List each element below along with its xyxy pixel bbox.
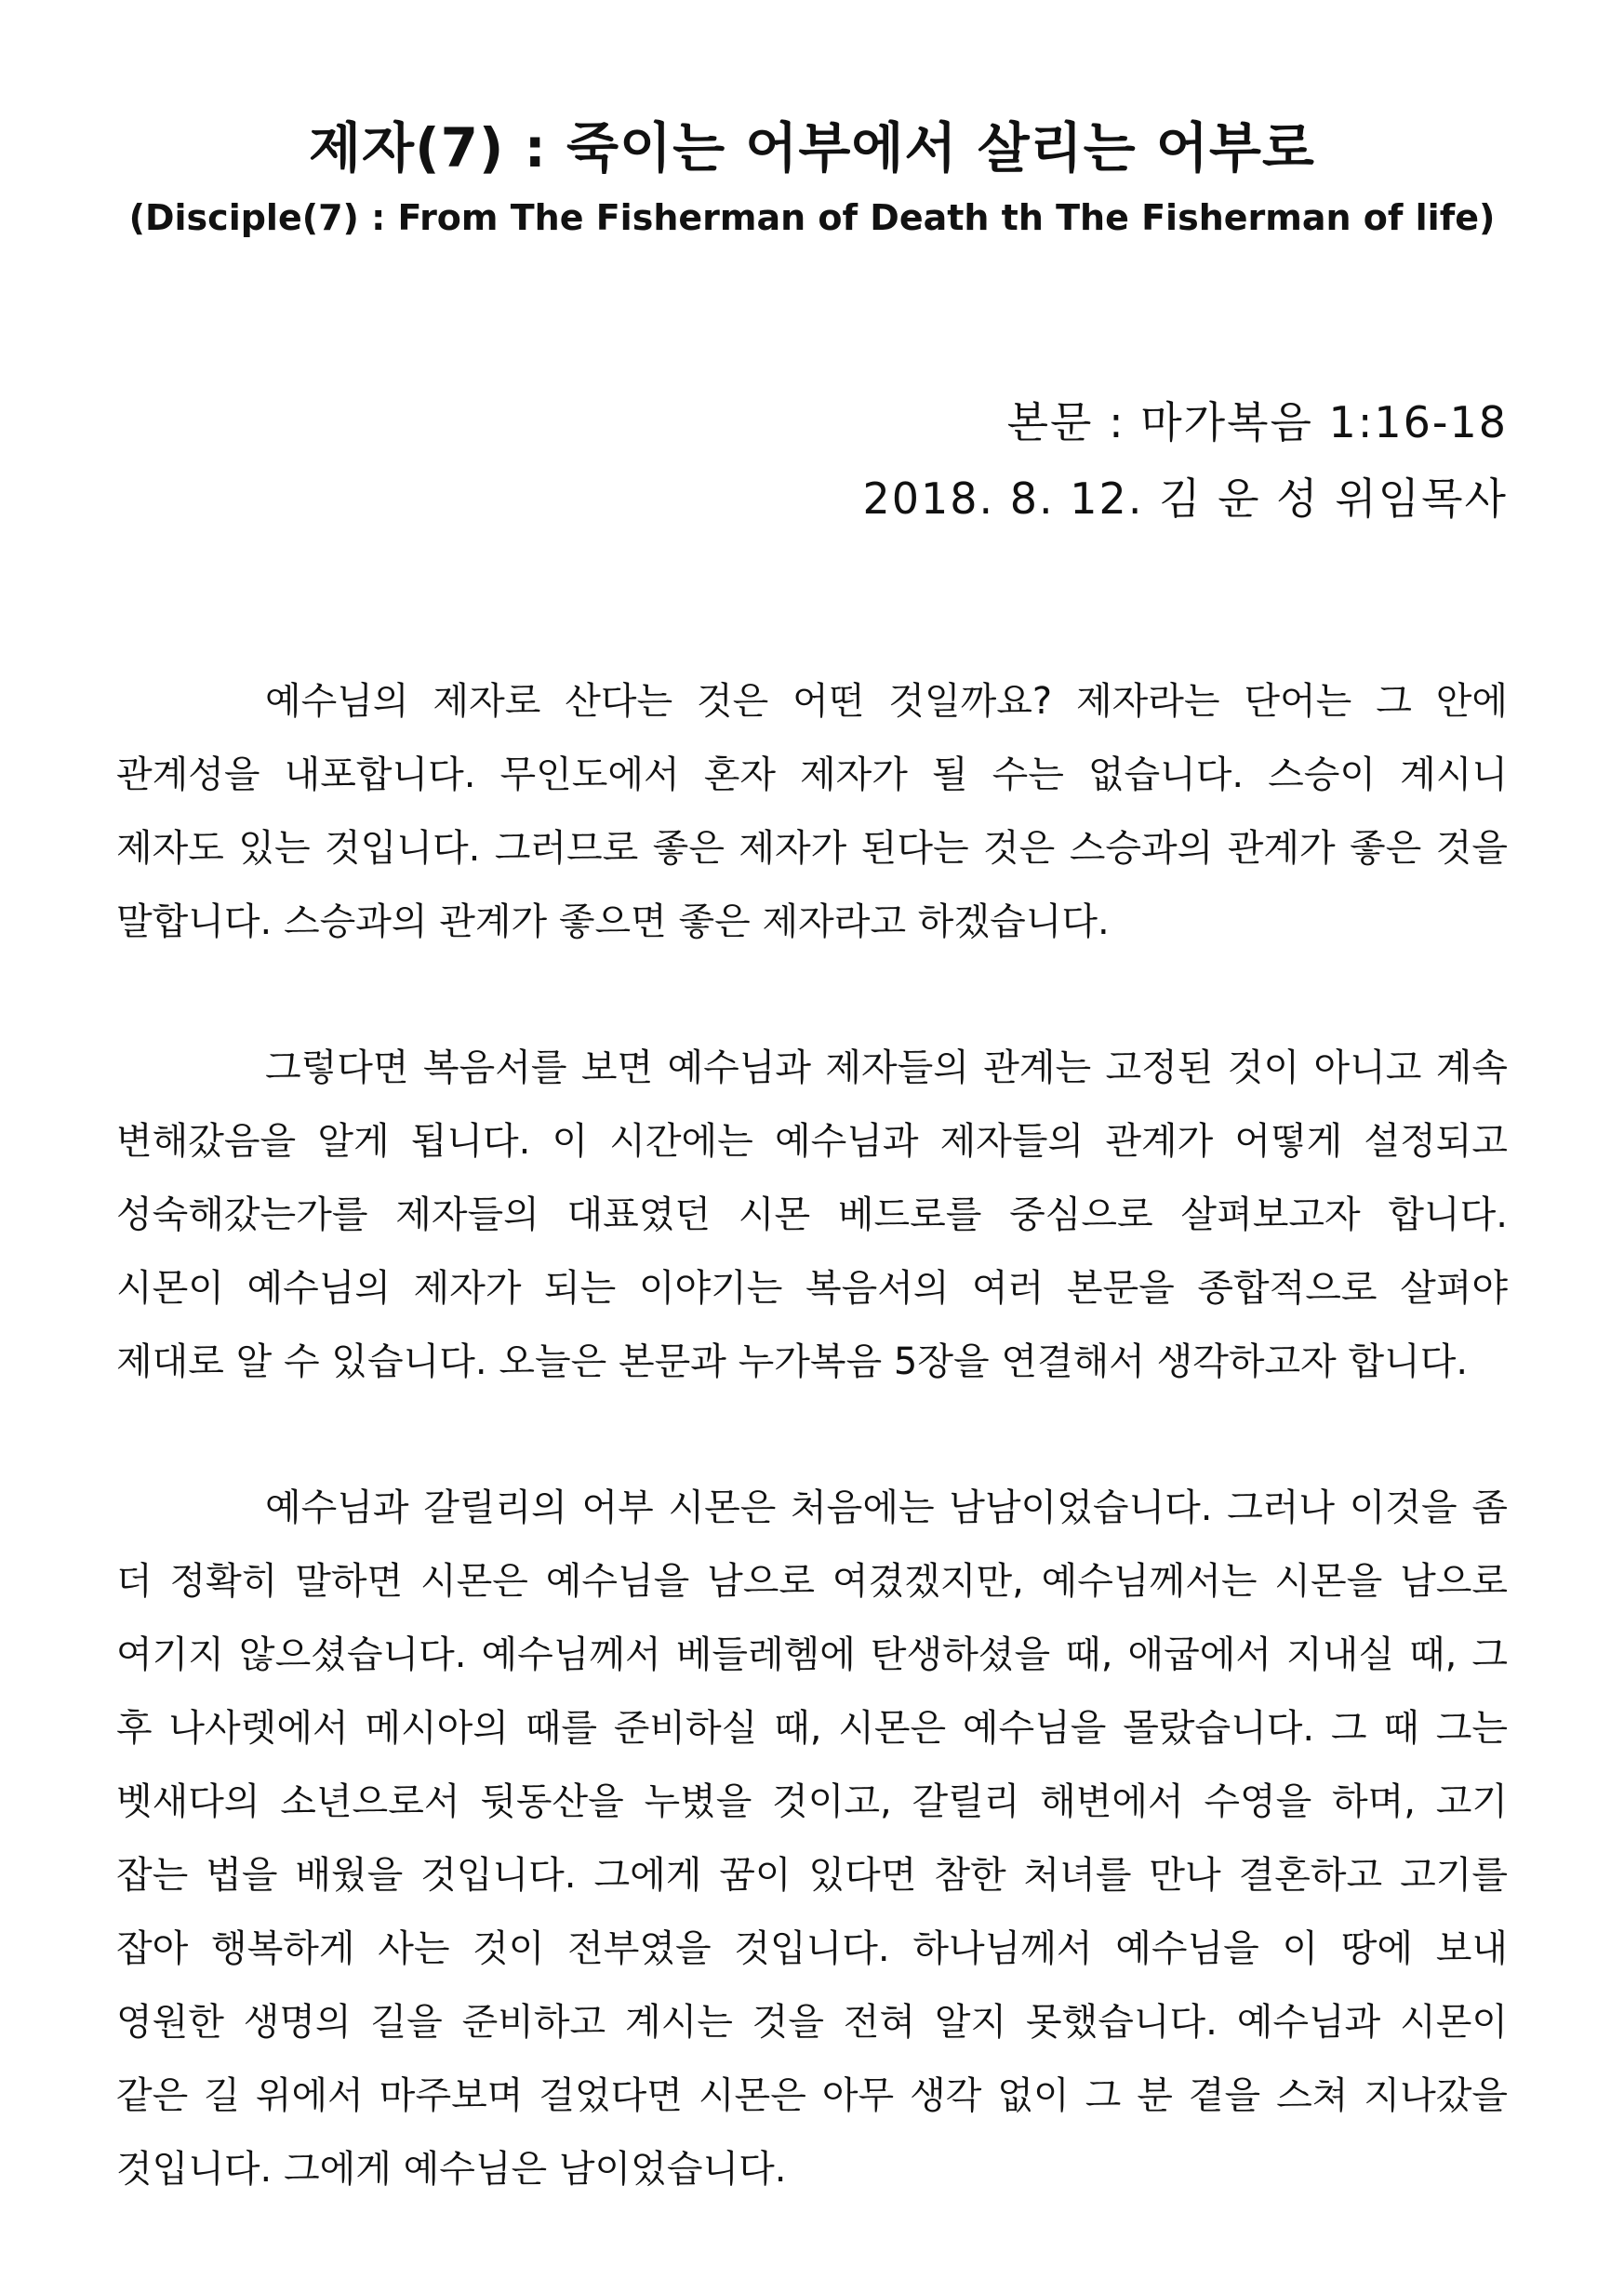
scripture-reference: 본문 : 마가복음 1:16-18	[1006, 397, 1508, 447]
body-paragraph-2: 그렇다면 복음서를 보면 예수님과 제자들의 관계는 고정된 것이 아니고 계속 변해갔음을 알게 됩니다. 이 시간에는 예수님과 제자들의 관계가 어떻게 설정되고 성숙해갔는가를 제자들의 대표였던 시몬 베드로를 중심으로 살펴보고자 합니다. 시몬이 예수님의 제자가 되는 이야기는 복음서의 여러 본문을 종합적으로 살펴야 제대로 알 수 있습니다. 오늘은 본문과 누가복음 5장을 연결해서 생각하고자 합니다.	[116, 1046, 1508, 1383]
body-paragraph-1: 예수님의 제자로 산다는 것은 어떤 것일까요? 제자라는 단어는 그 안에 관계성을 내포합니다. 무인도에서 혼자 제자가 될 수는 없습니다. 스승이 계시니 제자도 있는 것입니다. 그러므로 좋은 제자가 된다는 것은 스승과의 관계가 좋은 것을 말합니다. 스승과의 관계가 좋으면 좋은 제자라고 하겠습니다.	[116, 680, 1508, 943]
sermon-title: 제자(7) : 죽이는 어부에서 살리는 어부로	[309, 116, 1315, 180]
body-paragraph-3: 예수님과 갈릴리의 어부 시몬은 처음에는 남남이었습니다. 그러나 이것을 좀 더 정확히 말하면 시몬은 예수님을 남으로 여겼겠지만, 예수님께서는 시몬을 남으로 여기지 않으셨습니다. 예수님께서 베들레헴에 탄생하셨을 때, 애굽에서 지내실 때, 그 후 나사렛에서 메시아의 때를 준비하실 때, 시몬은 예수님을 몰랐습니다. 그 때 그는 벳새다의 소년으로서 뒷동산을 누볐을 것이고, 갈릴리 해변에서 수영을 하며, 고기 잡는 법을 배웠을 것입니다. 그에게 꿈이 있다면 참한 처녀를 만나 결혼하고 고기를 잡아 행복하게 사는 것이 전부였을 것입니다. 하나님께서 예수님을 이 땅에 보내 영원한 생명의 길을 준비하고 계시는 것을 전혀 알지 못했습니다. 예수님과 시몬이 같은 길 위에서 마주보며 걸었다면 시몬은 아무 생각 없이 그 분 곁을 스쳐 지나갔을 것입니다. 그에게 예수님은 남이었습니다.	[116, 1486, 1508, 2191]
date-author-line: 2018. 8. 12. 김 운 성 위임목사	[862, 473, 1508, 524]
sermon-subtitle: (Disciple(7) : From The Fisherman of Death th The Fisherman of life)	[128, 197, 1496, 238]
sermon-body	[116, 665, 1508, 2279]
